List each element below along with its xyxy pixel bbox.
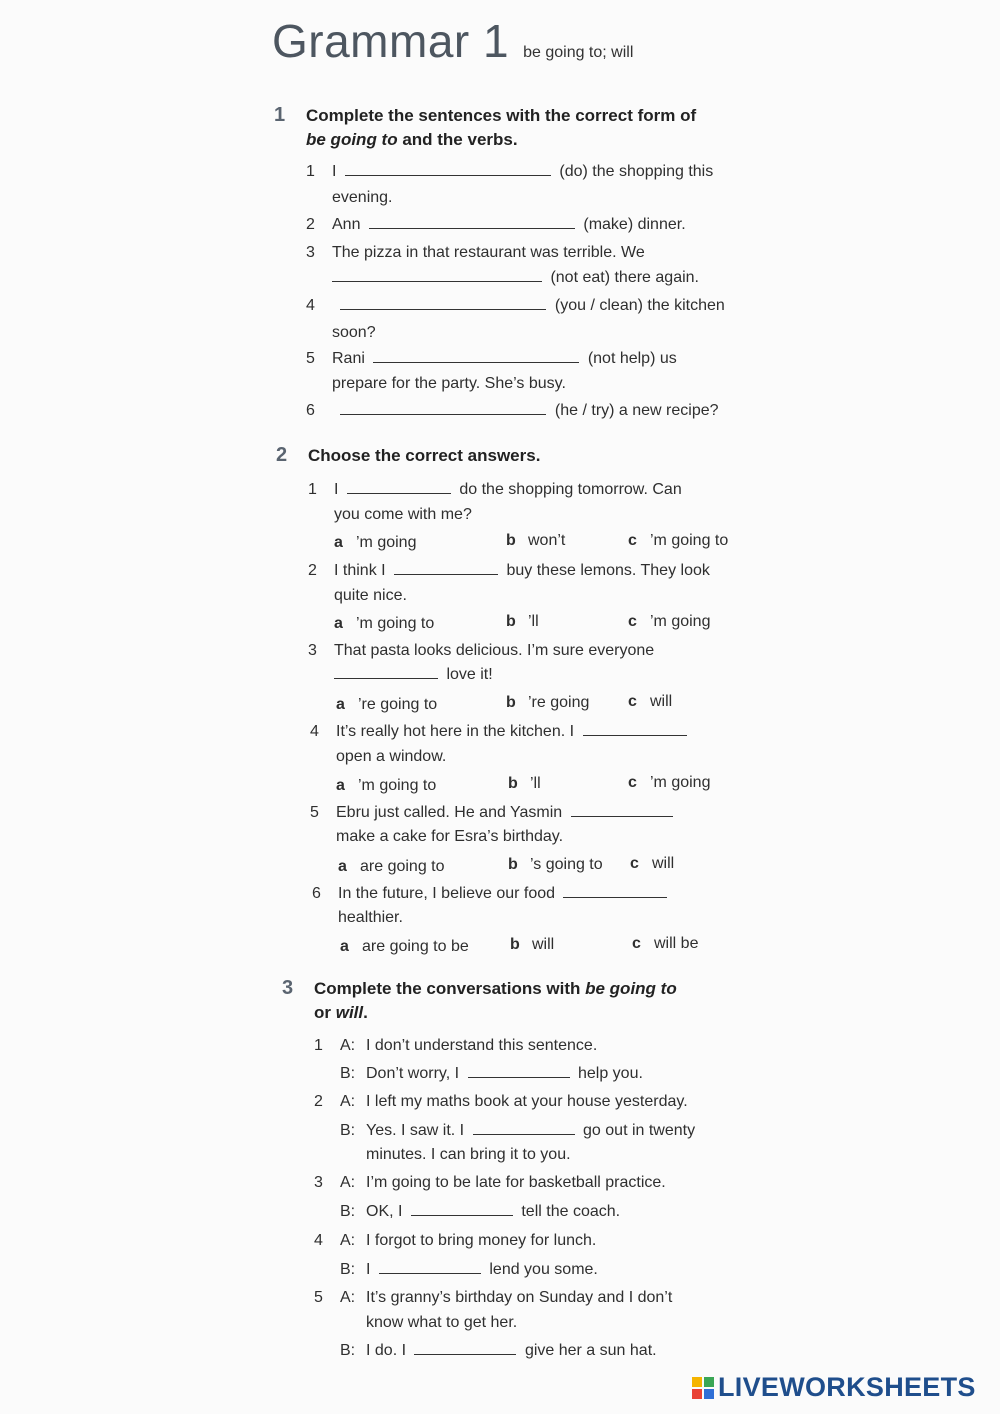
ex3-item-5-a-cont: know what to get her. [366, 1314, 518, 1331]
answer-blank[interactable] [394, 560, 498, 575]
answer-blank[interactable] [369, 214, 575, 229]
ex2-item-4-cont: open a window. [336, 748, 447, 765]
option-a[interactable]: a ’re going to [336, 696, 438, 713]
option-a[interactable]: a ’m going [334, 534, 417, 551]
option-c[interactable]: c ’m going [628, 774, 711, 791]
option-a[interactable]: a ’m going to [334, 615, 435, 632]
answer-blank[interactable] [473, 1120, 575, 1135]
answer-blank[interactable] [468, 1063, 570, 1078]
page-title [272, 14, 633, 68]
ex2-item-3: 3 That pasta looks delicious. I’m sure everyone [308, 642, 655, 659]
exercise-2-heading [276, 444, 540, 468]
ex2-item-1-cont: you come with me? [334, 506, 472, 523]
exercise-instruction: Complete the sentences with the correct form of be going to and the verbs. [306, 106, 697, 149]
ex3-item-4-b: B: I lend you some. [340, 1261, 598, 1278]
answer-blank[interactable] [332, 267, 542, 282]
ex2-item-5: 5 Ebru just called. He and Yasmin [310, 801, 677, 825]
option-b[interactable]: b ’ll [508, 775, 541, 792]
ex1-item-5-cont: prepare for the party. She’s busy. [332, 375, 566, 392]
ex2-item-2-cont: quite nice. [334, 587, 407, 604]
ex3-item-2-b-cont: minutes. I can bring it to you. [366, 1146, 571, 1163]
ex2-item-6-cont: healthier. [338, 909, 403, 926]
ex3-item-2-a: 2 A: I left my maths book at your house yesterday. [314, 1093, 688, 1110]
ex1-item-5: 5 Rani (not help) us [306, 350, 677, 367]
option-c[interactable]: c will [630, 855, 675, 872]
answer-blank[interactable] [334, 664, 438, 679]
answer-blank[interactable] [379, 1259, 481, 1274]
ex1-item-3: 3 The pizza in that restaurant was terrible. We [306, 244, 645, 261]
option-c[interactable]: c will [628, 693, 673, 710]
answer-blank[interactable] [347, 479, 451, 494]
exercise-instruction: Complete the conversations with be going to or will. [314, 979, 677, 1022]
answer-blank[interactable] [583, 721, 687, 736]
ex3-item-3-b: B: OK, I tell the coach. [340, 1203, 621, 1220]
ex2-item-5-cont: make a cake for Esra’s birthday. [336, 828, 564, 845]
ex1-item-1: 1 I (do) the shopping this [306, 163, 714, 180]
ex3-item-5-a: 5 A: It’s granny’s birthday on Sunday and I don’t [314, 1289, 673, 1306]
option-c[interactable]: c ’m going [628, 613, 711, 630]
exercise-number: 2 [276, 444, 288, 466]
exercise-instruction: Choose the correct answers. [308, 446, 541, 465]
ex2-item-6: 6 In the future, I believe our food [312, 882, 671, 906]
exercise-1-heading [274, 104, 696, 152]
ex1-item-6: 6 (he / try) a new recipe? [306, 402, 719, 419]
answer-blank[interactable] [411, 1201, 513, 1216]
answer-blank[interactable] [571, 802, 673, 817]
exercise-3-heading [282, 977, 677, 1025]
answer-blank[interactable] [563, 883, 667, 898]
option-b[interactable]: b ’re going [506, 694, 590, 711]
ex1-item-4-cont: soon? [332, 324, 376, 341]
ex1-item-4: 4 (you / clean) the kitchen [306, 297, 725, 314]
option-c[interactable]: c ’m going to [628, 532, 729, 549]
title-sub: be going to; will [523, 44, 634, 61]
ex2-item-1: 1 I do the shopping tomorrow. Can [308, 481, 682, 498]
answer-blank[interactable] [373, 348, 579, 363]
ex2-item-3-cont: love it! [330, 663, 493, 687]
option-b[interactable]: b won’t [506, 532, 566, 549]
ex3-item-1-a: 1 A: I don’t understand this sentence. [314, 1037, 598, 1054]
ex2-item-4: 4 It’s really hot here in the kitchen. I [310, 720, 691, 744]
answer-blank[interactable] [340, 295, 546, 310]
option-b[interactable]: b ’ll [506, 613, 539, 630]
ex3-item-1-b: B: Don’t worry, I help you. [340, 1065, 643, 1082]
ex1-item-1-cont: evening. [332, 189, 393, 206]
exercise-number: 1 [274, 104, 286, 126]
ex1-item-2: 2 Ann (make) dinner. [306, 216, 686, 233]
answer-blank[interactable] [345, 161, 551, 176]
option-a[interactable]: a are going to [338, 858, 445, 875]
option-a[interactable]: a are going to be [340, 938, 469, 955]
answer-blank[interactable] [414, 1340, 516, 1355]
ex2-item-2: 2 I think I buy these lemons. They look [308, 562, 710, 579]
answer-blank[interactable] [340, 400, 546, 415]
ex1-item-3-cont: (not eat) there again. [328, 266, 699, 290]
logo-mark-icon [692, 1377, 714, 1399]
title-main: Grammar 1 [272, 15, 510, 67]
ex3-item-5-b: B: I do. I give her a sun hat. [340, 1342, 657, 1359]
ex3-item-3-a: 3 A: I’m going to be late for basketball practice. [314, 1174, 666, 1191]
ex3-item-2-b: B: Yes. I saw it. I go out in twenty [340, 1122, 696, 1139]
option-b[interactable]: b ’s going to [508, 856, 603, 873]
ex3-item-4-a: 4 A: I forgot to bring money for lunch. [314, 1232, 597, 1249]
liveworksheets-logo[interactable] [692, 1372, 976, 1403]
option-a[interactable]: a ’m going to [336, 777, 437, 794]
exercise-number: 3 [282, 977, 294, 999]
option-b[interactable]: b will [510, 936, 555, 953]
logo-text: LIVEWORKSHEETS [718, 1372, 976, 1402]
option-c[interactable]: c will be [632, 935, 699, 952]
